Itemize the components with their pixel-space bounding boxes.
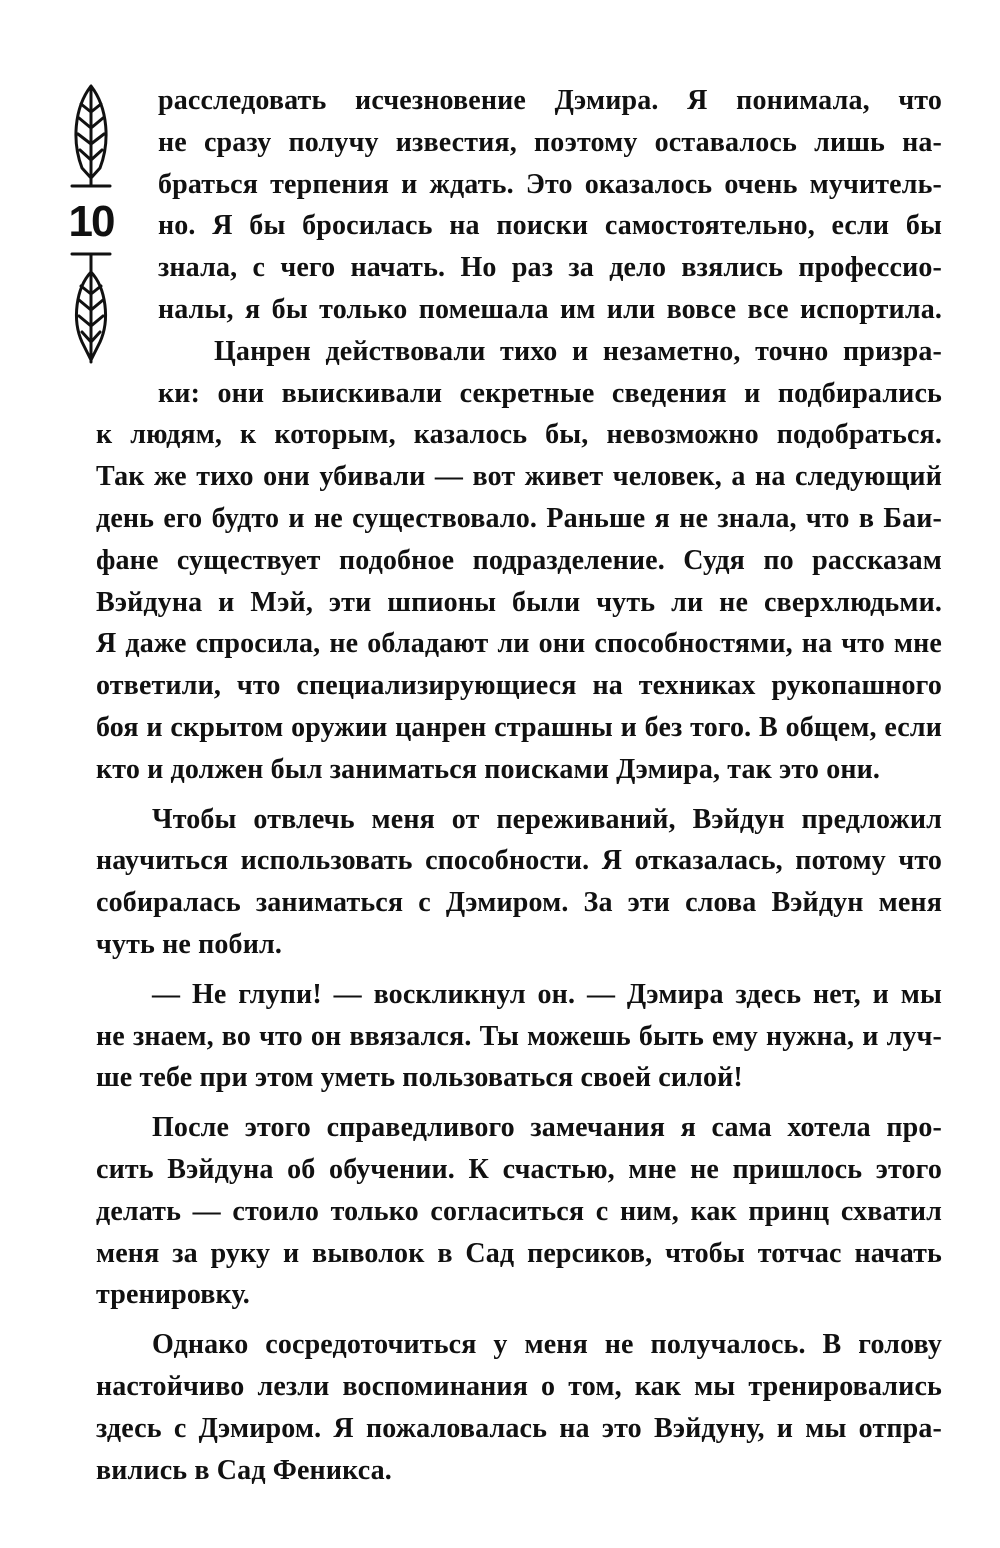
text-line: налы, я бы только помешала им или вовсе все испортила.: [158, 293, 942, 325]
text-line: делать — стоило только согласиться с ним, как принц схватил: [96, 1195, 942, 1227]
text-line: здесь с Дэмиром. Я пожаловалась на это Вэйдуну, и мы отпра-: [96, 1412, 942, 1444]
text-line: Цанрен действовали тихо и незаметно, точно призра-: [214, 335, 942, 367]
wrapped-block: [158, 80, 942, 414]
text-line: меня за руку и выволок в Сад персиков, чтобы тотчас начать: [96, 1237, 942, 1269]
text-line: знала, с чего начать. Но раз за дело взялись профессио-: [158, 252, 942, 284]
text-line: Однако сосредоточиться у меня не получалось. В голову: [152, 1329, 942, 1361]
body-text: [96, 80, 942, 1491]
text-line: тренировку.: [96, 1279, 250, 1311]
text-line: Чтобы отвлечь меня от переживаний, Вэйдун предложил: [152, 803, 942, 835]
text-line: собиралась заниматься с Дэмиром. За эти слова Вэйдун меня: [96, 887, 942, 919]
text-line: браться терпения и ждать. Это оказалось очень мучитель-: [158, 168, 942, 200]
text-line: научиться использовать способности. Я отказалась, потому что: [96, 845, 942, 877]
text-line: Вэйдуна и Мэй, эти шпионы были чуть ли не сверхлюдьми.: [96, 586, 942, 618]
text-line: но. Я бы бросилась на поиски самостоятельно, если бы: [158, 210, 942, 242]
text-line: вились в Сад Феникса.: [96, 1454, 392, 1486]
text-line: чуть не побил.: [96, 928, 282, 960]
text-line: ответили, что специализирующиеся на техниках рукопашного: [96, 670, 942, 702]
text-line: к людям, к которым, казалось бы, невозможно подобраться.: [96, 419, 942, 451]
text-line: день его будто и не существовало. Раньше я не знала, что в Баи-: [96, 502, 942, 534]
text-line: Я даже спросила, не обладают ли они способностями, на что мне: [96, 628, 942, 660]
text-line: кто и должен был заниматься поисками Дэмира, так это они.: [96, 753, 881, 785]
text-line: сить Вэйдуна об обучении. К счастью, мне не пришлось этого: [96, 1153, 942, 1185]
text-line: боя и скрытом оружии цанрен страшны и без того. В общем, если: [96, 711, 942, 743]
text-line: не знаем, во что он ввязался. Ты можешь быть ему нужна, и луч-: [96, 1020, 942, 1052]
text-line: — Не глупи! — воскликнул он. — Дэмира здесь нет, и мы: [152, 978, 942, 1010]
text-line: фане существует подобное подразделение. Судя по рассказам: [96, 544, 942, 576]
page-number: 10: [68, 197, 114, 246]
text-line: ки: они выискивали секретные сведения и подбирались: [158, 377, 942, 409]
text-line: После этого справедливого замечания я сама хотела про-: [152, 1112, 942, 1144]
text-line: не сразу получу известия, поэтому оставалось лишь на-: [158, 126, 942, 158]
text-line: Так же тихо они убивали — вот живет человек, а на следующий: [96, 461, 942, 493]
text-line: расследовать исчезновение Дэмира. Я понимала, что: [158, 85, 942, 116]
text-line: настойчиво лезли воспоминания о том, как мы тренировались: [96, 1370, 942, 1402]
text-line: ше тебе при этом уметь пользоваться своей силой!: [96, 1062, 743, 1094]
